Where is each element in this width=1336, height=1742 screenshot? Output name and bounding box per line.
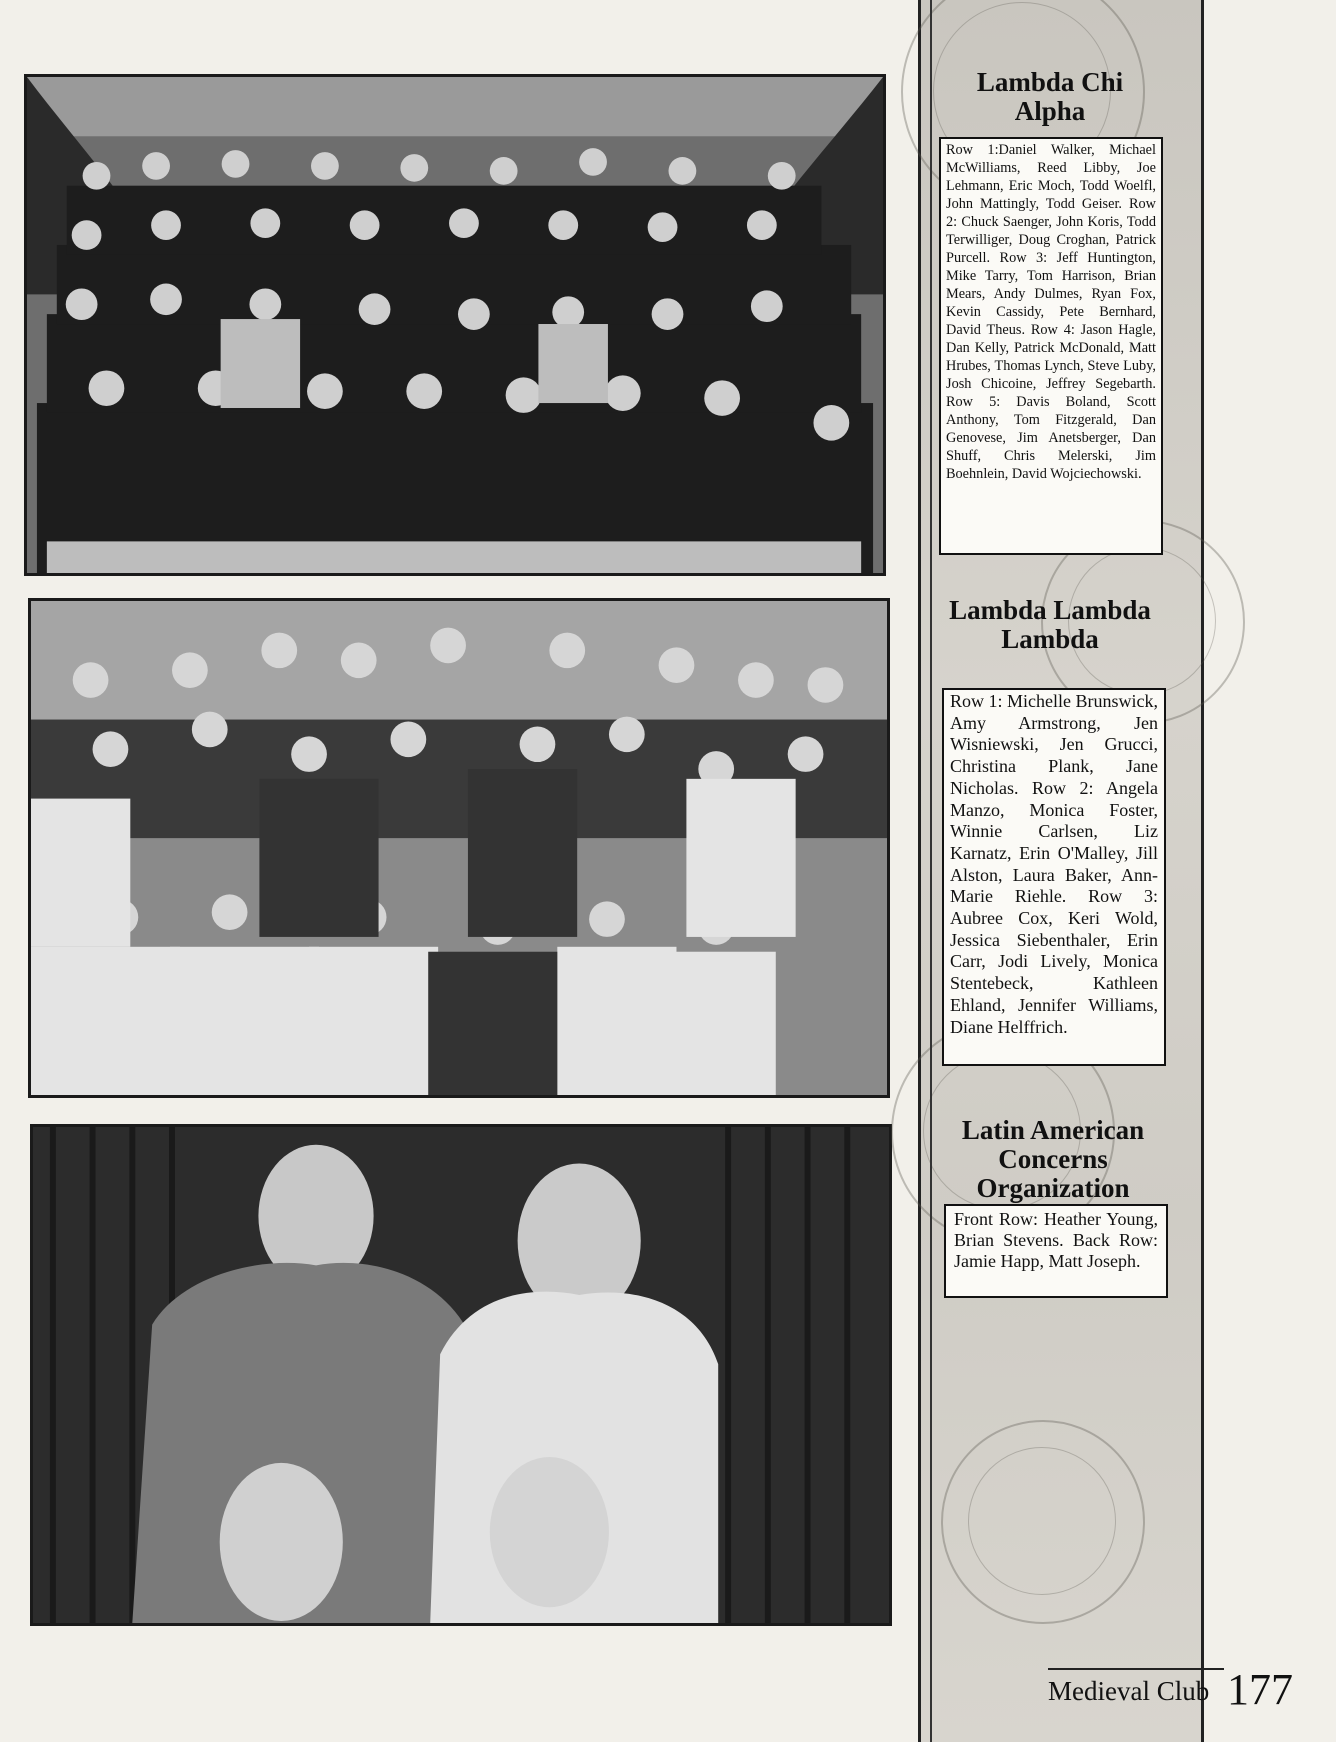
page-number: 177: [1227, 1665, 1293, 1714]
lambda-lambda-lambda-title: Lambda Lambda Lambda: [949, 595, 1151, 654]
latin-american-concerns-caption: Front Row: Heather Young, Brian Stevens. Back Row: Jamie Happ, Matt Joseph.: [944, 1204, 1168, 1298]
lambda-chi-alpha-photo: [24, 74, 886, 576]
lambda-lambda-lambda-photo: [28, 598, 890, 1098]
clock-illustration: [941, 1420, 1145, 1624]
lambda-chi-alpha-caption: Row 1:Daniel Walker, Michael McWilliams, Reed Libby, Joe Lehmann, Eric Moch, Todd Woelfl, John Mattingly, Todd Geiser. Row 2: Chuck Saenger, John Koris, Todd Terwilliger, Doug Croghan, Patrick Purcell. Row 3: Jeff Huntington, Mike Tarry, Tom Harrison, Brian Mears, Andy Dulmes, Ryan Fox, Kevin Cassidy, Pete Bernhard, David Theus. Row 4: Jason Hagle, Dan Kelly, Patrick McDonald, Matt Hrubes, Thomas Lynch, Steve Luby, Josh Chicoine, Jeffrey Segebarth. Row 5: Davis Boland, Scott Anthony, Tom Fitzgerald, Dan Genovese, Jim Anetsberger, Dan Shuff, Chris Melerski, Jim Boehnlein, David Wojciechowski.: [939, 137, 1163, 555]
footer-rule: [1048, 1668, 1224, 1670]
latin-american-concerns-title: Latin American Concerns Organization: [961, 1115, 1145, 1203]
sidebar-rule: [930, 0, 932, 1742]
lambda-lambda-lambda-caption: Row 1: Michelle Brunswick, Amy Armstrong, Jen Wisniewski, Jen Grucci, Christina Plank, Jane Nicholas. Row 2: Angela Manzo, Monica Foster, Winnie Carlsen, Liz Karnatz, Erin O'Malley, Jill Alston, Laura Baker, Ann-Marie Riehle. Row 3: Aubree Cox, Keri Wold, Jessica Siebenthaler, Erin Carr, Jodi Lively, Monica Stentebeck, Kathleen Ehland, Jennifer Williams, Diane Helffrich.: [942, 688, 1166, 1066]
footer-section-label: Medieval Club: [1048, 1676, 1210, 1706]
latin-american-concerns-photo: [30, 1124, 892, 1626]
lambda-chi-alpha-title: Lambda Chi Alpha: [976, 67, 1124, 126]
